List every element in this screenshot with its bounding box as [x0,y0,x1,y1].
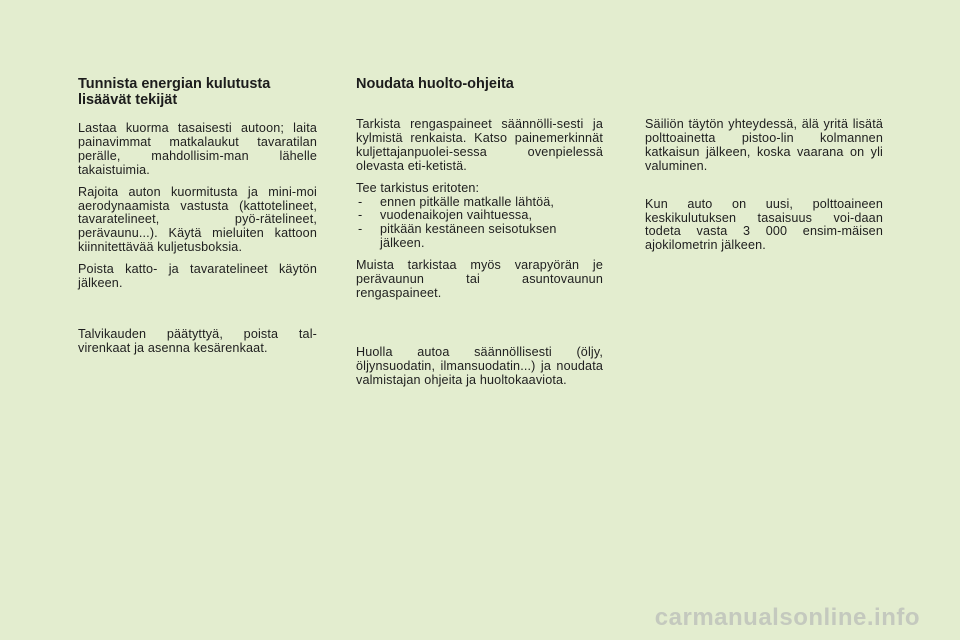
paragraph-remove-racks: Poista katto- ja tavaratelineet käytön jälkeen. [78,262,317,291]
paragraph-refuelling: Säiliön täytön yhteydessä, älä yritä lisätä polttoainetta pistoo-lin kolmannen katkaisun jälkeen, koska vaarana on yli valuminen. [645,117,883,173]
paragraph-winter-tyres: Talvikauden päätyttyä, poista tal-virenkaat ja asenna kesärenkaat. [78,326,317,355]
paragraph-limit-load: Rajoita auton kuormitusta ja mini-moi aerodynaamista vastusta (kattotelineet, tavaratelineet, pyö-rätelineet, perävaunu...). Käytä mieluiten kattoon kiinnitettävää kuljetusboksia. [78,184,317,255]
list-item: - pitkään kestäneen seisotuksen jälkeen. [356,223,603,251]
paragraph-check-when: Tee tarkistus eritoten: [356,180,480,195]
middle-column [356,76,603,388]
paragraph-new-car: Kun auto on uusi, polttoaineen keskikulutuksen tasaisuus voi-daan todeta vasta 3 000 ensim-mäisen ajokilometrin jälkeen. [645,196,883,253]
check-list [356,196,603,252]
list-item: - vuodenaikojen vaihtuessa, [356,209,603,223]
right-column [645,118,883,253]
paragraph-tyre-pressure: Tarkista rengaspaineet säännölli-sesti ja kylmistä renkaista. Katso painemerkinnät kuljettajanpuolei-sessa ovenpielessä olevasta eti-ketistä. [356,117,603,173]
section-heading-maintenance: Noudata huolto-ohjeita [356,76,514,92]
paragraph-spare-tyre: Muista tarkistaa myös varapyörän je perävaunun tai asuntovaunun rengaspaineet. [356,258,603,300]
section-heading-energy: Tunnista energian kulutusta lisäävät tekijät [78,76,271,108]
watermark: carmanualsonline.info [654,604,920,631]
paragraph-service: Huolla autoa säännöllisesti (öljy, öljynsuodatin, ilmansuodatin...) ja noudata valmistajan ohjeita ja huoltokaaviota. [356,344,603,387]
left-column [78,76,317,356]
list-item: - ennen pitkälle matkalle lähtöä, [356,196,603,210]
paragraph-load-evenly: Lastaa kuorma tasaisesti autoon; laita painavimmat matkalaukut tavaratilan perälle, mahdollisim-man lähelle takaistuimia. [78,121,317,177]
